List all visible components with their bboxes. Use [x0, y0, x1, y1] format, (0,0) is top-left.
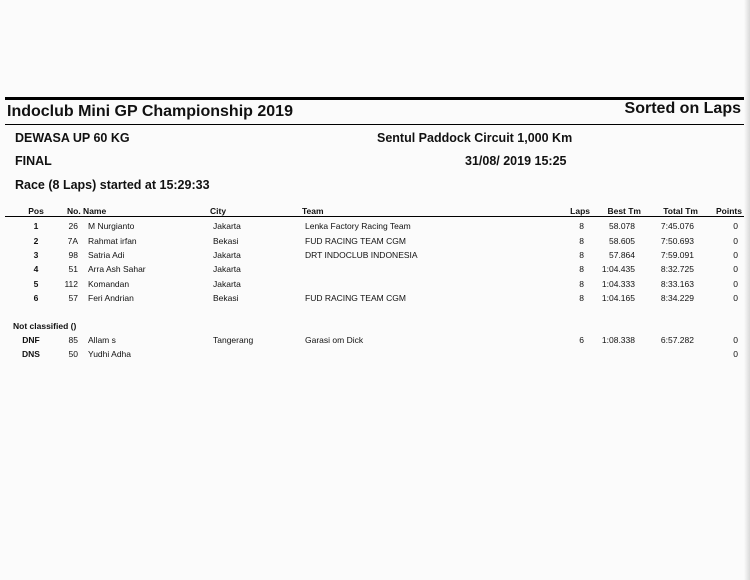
- row-number: 98: [68, 250, 78, 260]
- row-pos: 4: [33, 264, 39, 274]
- row-laps: 6: [579, 335, 584, 345]
- row-number: 50: [68, 349, 78, 359]
- row-laps: 8: [579, 264, 584, 274]
- row-name: Satria Adi: [88, 250, 125, 260]
- row-pos: 1: [33, 221, 39, 231]
- row-pos: 2: [33, 236, 39, 246]
- col-laps: Laps: [570, 206, 590, 216]
- circuit-name: Sentul Paddock Circuit 1,000 Km: [377, 131, 573, 145]
- row-points: 0: [733, 236, 738, 246]
- title-rule: [5, 124, 744, 125]
- row-number: 112: [64, 279, 78, 289]
- row-points: 0: [733, 264, 738, 274]
- row-laps: 8: [579, 293, 584, 303]
- row-number: 7A: [67, 236, 78, 246]
- race-info: Race (8 Laps) started at 15:29:33: [15, 178, 210, 192]
- page-title: Indoclub Mini GP Championship 2019: [7, 103, 293, 120]
- row-city: Jakarta: [213, 250, 241, 260]
- row-best: 1:04.165: [601, 293, 635, 303]
- col-team: Team: [302, 206, 324, 216]
- row-points: 0: [733, 335, 738, 345]
- row-pos: DNS: [22, 349, 40, 359]
- row-best: 1:04.333: [601, 279, 635, 289]
- row-city: Tangerang: [213, 335, 254, 345]
- row-total: 6:57.282: [660, 335, 694, 345]
- session-name: FINAL: [15, 154, 52, 168]
- row-laps: 8: [579, 221, 584, 231]
- row-number: 51: [68, 264, 78, 274]
- col-pos: Pos: [28, 206, 44, 216]
- header-rule: [5, 216, 744, 217]
- row-number: 26: [68, 221, 78, 231]
- row-team: FUD RACING TEAM CGM: [305, 236, 406, 246]
- row-total: 7:45.076: [660, 221, 694, 231]
- row-name: Allam s: [88, 335, 116, 345]
- row-city: Bekasi: [213, 236, 239, 246]
- row-city: Bekasi: [213, 293, 239, 303]
- row-pos: DNF: [22, 335, 40, 345]
- row-name: M Nurgianto: [88, 221, 135, 231]
- row-points: 0: [733, 279, 738, 289]
- row-points: 0: [733, 221, 738, 231]
- row-pos: 5: [33, 279, 39, 289]
- row-name: Feri Andrian: [88, 293, 134, 303]
- row-points: 0: [733, 250, 738, 260]
- row-number: 85: [68, 335, 78, 345]
- row-city: Jakarta: [213, 264, 241, 274]
- col-best: Best Tm: [607, 206, 641, 216]
- not-classified-heading: Not classified (): [13, 321, 77, 331]
- row-total: 8:32.725: [660, 264, 694, 274]
- row-pos: 6: [33, 293, 39, 303]
- row-best: 58.605: [609, 236, 635, 246]
- sort-label: Sorted on Laps: [624, 100, 741, 117]
- row-total: 8:33.163: [660, 279, 694, 289]
- row-points: 0: [733, 349, 738, 359]
- row-name: Arra Ash Sahar: [88, 264, 146, 274]
- row-total: 7:50.693: [660, 236, 694, 246]
- page-edge-shadow: [744, 0, 750, 580]
- row-pos: 3: [33, 250, 39, 260]
- row-points: 0: [733, 293, 738, 303]
- row-city: Jakarta: [213, 221, 241, 231]
- row-team: Lenka Factory Racing Team: [305, 221, 411, 231]
- row-name: Komandan: [88, 279, 130, 289]
- row-best: 57.864: [609, 250, 635, 260]
- row-best: 58.078: [609, 221, 635, 231]
- class-name: DEWASA UP 60 KG: [15, 131, 130, 145]
- col-points: Points: [716, 206, 742, 216]
- row-laps: 8: [579, 279, 584, 289]
- col-no-name: No. Name: [67, 206, 107, 216]
- row-total: 8:34.229: [660, 293, 694, 303]
- row-name: Yudhi Adha: [88, 349, 132, 359]
- row-best: 1:08.338: [601, 335, 635, 345]
- row-city: Jakarta: [213, 279, 241, 289]
- row-team: DRT INDOCLUB INDONESIA: [305, 250, 418, 260]
- col-total: Total Tm: [663, 206, 698, 216]
- row-team: FUD RACING TEAM CGM: [305, 293, 406, 303]
- row-laps: 8: [579, 250, 584, 260]
- race-datetime: 31/08/ 2019 15:25: [465, 154, 567, 168]
- row-number: 57: [68, 293, 78, 303]
- row-team: Garasi om Dick: [305, 335, 364, 345]
- row-total: 7:59.091: [660, 250, 694, 260]
- row-name: Rahmat irfan: [88, 236, 137, 246]
- col-city: City: [210, 206, 227, 216]
- row-best: 1:04.435: [601, 264, 635, 274]
- row-laps: 8: [579, 236, 584, 246]
